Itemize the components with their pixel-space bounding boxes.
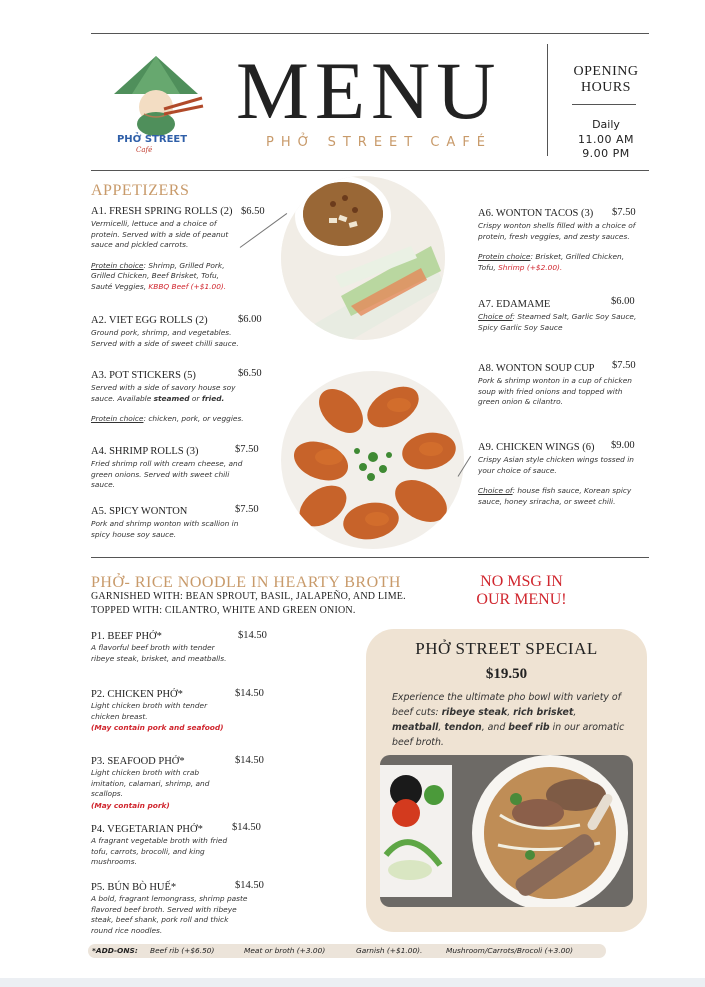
addons-label: *ADD-ONS: xyxy=(92,946,138,955)
desc-part: , xyxy=(438,722,445,733)
item-desc xyxy=(91,383,241,404)
item-desc: Fried shrimp roll with cream cheese, and green onions. Served with sweet chili sauce. xyxy=(91,459,243,489)
menu-item-p1 xyxy=(91,631,241,664)
item-price: $14.50 xyxy=(232,822,261,833)
item-desc: Vermicelli, lettuce and a choice of protein. Served with a side of peanut sauce and pickled carrots. xyxy=(91,219,229,249)
desc-bold: meatball xyxy=(392,722,439,733)
choice-extra: Shrimp (+$2.00). xyxy=(498,262,563,272)
pho-bowl-image xyxy=(380,755,633,907)
special-card xyxy=(366,629,647,932)
addon-item: Meat or broth (+3.00) xyxy=(244,946,326,955)
choice-text: : Shrimp, Grilled Pork, Grilled Chicken, Beef Brisket, Tofu, Sauté Veggies, xyxy=(91,260,225,291)
pho-garnish: GARNISHED WITH: BEAN SPROUT, BASIL, JALAPEÑO, AND LIME. xyxy=(91,591,406,602)
desc-part: Served with a side of savory house soy sauce. Available xyxy=(91,383,236,403)
item-choice xyxy=(91,414,251,425)
header-bottom-rule xyxy=(91,170,649,171)
item-price: $6.50 xyxy=(241,206,265,217)
spring-rolls-image xyxy=(281,176,445,340)
desc-bold: rich brisket xyxy=(513,707,574,718)
item-price: $6.00 xyxy=(611,296,635,307)
page-bottom-strip xyxy=(0,978,705,987)
opening-hours-title xyxy=(566,64,646,96)
item-name: P2. CHICKEN PHỞ* xyxy=(91,689,183,700)
menu-item-a9 xyxy=(478,442,638,507)
item-name: A5. SPICY WONTON xyxy=(91,506,188,517)
desc-part: Experience the ultimate pho bowl with variety of beef cuts: xyxy=(392,692,621,718)
item-choice xyxy=(91,261,231,293)
item-desc: Ground pork, shrimp, and vegetables. Served with a side of sweet chilli sauce. xyxy=(91,328,239,348)
addons-bar xyxy=(88,944,606,958)
item-price: $14.50 xyxy=(235,755,264,766)
appetizers-title: APPETIZERS xyxy=(91,182,190,199)
item-desc: Crispy Asian style chicken wings tossed in your choice of sauce. xyxy=(478,455,634,475)
menu-item-a2 xyxy=(91,315,251,349)
item-name: A7. EDAMAME xyxy=(478,299,551,310)
choice-text: : chicken, pork, or veggies. xyxy=(143,414,244,423)
item-name: A3. POT STICKERS (5) xyxy=(91,370,196,381)
item-name: A9. CHICKEN WINGS (6) xyxy=(478,442,595,453)
item-choice xyxy=(478,312,638,333)
desc-bold: ribeye steak xyxy=(441,707,508,718)
addon-item: Garnish (+$1.00). xyxy=(356,946,423,955)
special-desc xyxy=(392,690,628,750)
item-name: P3. SEAFOOD PHỞ* xyxy=(91,756,185,767)
item-price: $14.50 xyxy=(235,688,264,699)
special-pho-photo xyxy=(380,755,633,907)
item-desc: A flavorful beef broth with tender ribeye steak, brisket, and meatballs. xyxy=(91,643,227,663)
item-name: P4. VEGETARIAN PHỞ* xyxy=(91,824,203,835)
no-msg-line1: NO MSG IN xyxy=(480,573,563,590)
cafe-logo xyxy=(106,54,206,154)
item-desc: Light chicken broth with crab imitation, calamari, shrimp, and scallops. xyxy=(91,768,210,798)
section-rule xyxy=(91,557,649,558)
pho-title: PHỞ- RICE NOODLE IN HEARTY BROTH xyxy=(91,574,401,591)
no-msg-badge xyxy=(459,573,584,609)
logo-text: PHỞ STREET xyxy=(116,134,188,145)
choice-text: : Brisket, Grilled Chicken, Tofu, xyxy=(478,252,625,272)
choice-label: Choice of xyxy=(478,486,513,495)
choice-extra: KBBQ Beef (+$1.00). xyxy=(148,281,227,291)
item-desc: A fragrant vegetable broth with fried tofu, carrots, brocolli, and king mushrooms. xyxy=(91,836,228,866)
header-divider xyxy=(547,44,548,156)
desc-bold: steamed xyxy=(153,393,190,403)
addon-item: Beef rib (+$6.50) xyxy=(150,946,215,955)
menu-item-a4 xyxy=(91,446,251,491)
item-choice xyxy=(478,252,628,273)
item-desc: Light chicken broth with tender chicken breast. xyxy=(91,701,208,721)
page-title: MENU xyxy=(236,45,502,136)
hours-title-line2: HOURS xyxy=(581,80,631,95)
item-price: $6.00 xyxy=(238,314,262,325)
item-name: A8. WONTON SOUP CUP xyxy=(478,363,595,374)
special-price: $19.50 xyxy=(485,666,528,682)
item-desc: Pork and shrimp wonton with scallion in spicy house soy sauce. xyxy=(91,519,239,539)
hours-daily: Daily xyxy=(592,118,620,131)
menu-item-a5 xyxy=(91,506,251,540)
item-desc: Pork & shrimp wonton in a cup of chicken soup with fried onions and topped with green onion & cilantro. xyxy=(478,376,632,406)
addon-item: Mushroom/Carrots/Brocoli (+3.00) xyxy=(446,946,573,955)
menu-item-p4 xyxy=(91,824,241,868)
hours-title-line1: OPENING xyxy=(573,64,639,79)
pho-topped: TOPPED WITH: CILANTRO, WHITE AND GREEN ONION. xyxy=(91,605,356,616)
choice-label: Protein choice xyxy=(91,260,144,270)
item-price: $9.00 xyxy=(611,440,635,451)
item-name: A6. WONTON TACOS (3) xyxy=(478,208,594,219)
desc-part: or xyxy=(189,393,202,403)
item-price: $7.50 xyxy=(235,504,259,515)
item-price: $6.50 xyxy=(238,368,262,379)
item-name: A2. VIET EGG ROLLS (2) xyxy=(91,315,208,326)
item-name: A1. FRESH SPRING ROLLS (2) xyxy=(91,206,233,217)
menu-item-p3 xyxy=(91,756,241,811)
hours-rule xyxy=(572,104,636,105)
hours-close: 9.00 PM xyxy=(582,147,630,160)
menu-item-p2 xyxy=(91,689,241,734)
hours-open: 11.00 AM xyxy=(577,133,634,146)
logo-subtext: Café xyxy=(136,146,153,154)
menu-item-p5 xyxy=(91,882,251,936)
item-name: A4. SHRIMP ROLLS (3) xyxy=(91,446,199,457)
desc-bold: beef rib xyxy=(508,722,550,733)
chicken-wings-photo xyxy=(281,371,464,549)
item-note: (May contain pork) xyxy=(91,800,170,810)
choice-label: Protein choice xyxy=(91,414,144,423)
item-name: P1. BEEF PHỞ* xyxy=(91,631,162,642)
chicken-wings-image xyxy=(281,371,464,549)
special-title: PHỞ STREET SPECIAL xyxy=(415,639,598,658)
item-price: $14.50 xyxy=(238,630,267,641)
choice-text: : house fish sauce, Korean spicy sauce, honey sriracha, or sweet chili. xyxy=(478,486,632,506)
menu-item-a3 xyxy=(91,370,251,425)
item-note: (May contain pork and seafood) xyxy=(91,723,224,732)
menu-item-a1 xyxy=(91,206,271,292)
item-choice xyxy=(478,486,636,507)
top-rule xyxy=(91,33,649,34)
cafe-subtitle: PHỞ STREET CAFÉ xyxy=(266,135,493,150)
spring-rolls-photo xyxy=(281,176,445,340)
desc-part: in our aromatic beef broth. xyxy=(392,722,625,748)
item-price: $7.50 xyxy=(612,207,636,218)
choice-text: : Steamed Salt, Garlic Soy Sauce, Spicy Garlic Soy Sauce xyxy=(478,312,637,332)
desc-part: , xyxy=(573,707,577,718)
item-price: $14.50 xyxy=(235,880,264,891)
desc-part: , and xyxy=(481,722,509,733)
desc-bold: tendon xyxy=(444,722,482,733)
item-desc: Crispy wonton shells filled with a choice of protein, fresh veggies, and zesty sauces. xyxy=(478,221,636,241)
desc-part: , xyxy=(507,707,514,718)
item-desc: A bold, fragrant lemongrass, shrimp paste flavored beef broth. Served with ribeye steak, beef shank, pork roll and thick round rice noodles. xyxy=(91,894,248,935)
no-msg-line2: OUR MENU! xyxy=(476,591,567,608)
item-price: $7.50 xyxy=(235,444,259,455)
choice-label: Protein choice xyxy=(478,252,531,261)
item-name: P5. BÚN BÒ HUẾ* xyxy=(91,882,177,893)
choice-label: Choice of xyxy=(478,312,513,321)
desc-bold: fried. xyxy=(201,393,225,403)
item-price: $7.50 xyxy=(612,360,636,371)
